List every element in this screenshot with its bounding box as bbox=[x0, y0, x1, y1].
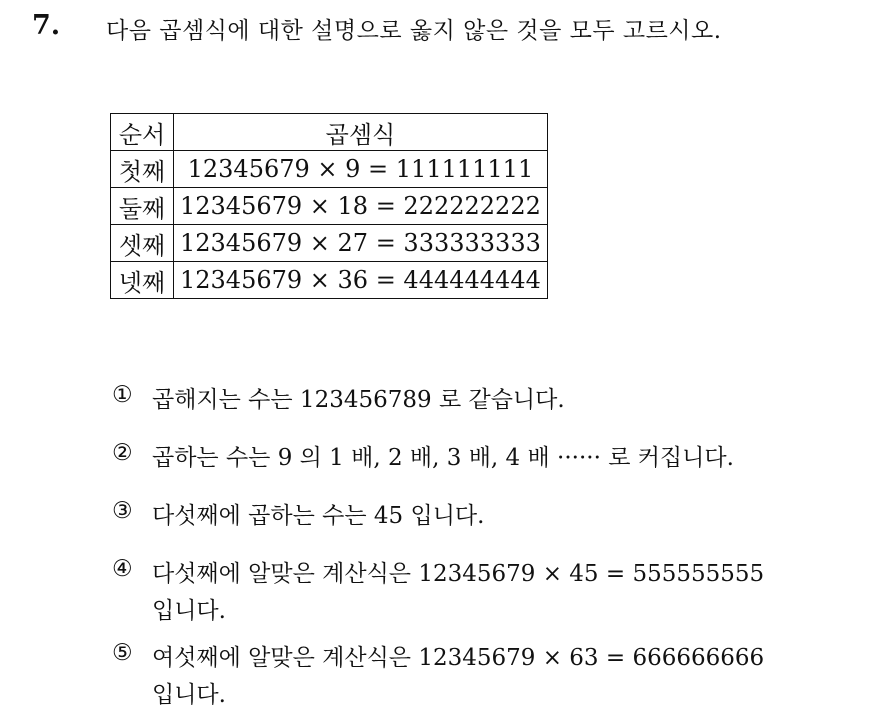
option-text-continued: 입니다. bbox=[152, 598, 226, 624]
row-expression: 12345679 × 27 = 333333333 bbox=[174, 225, 548, 262]
option-text: 다섯째에 곱하는 수는 45 입니다. bbox=[152, 503, 485, 529]
table-row bbox=[111, 151, 548, 188]
header-expression: 곱셈식 bbox=[174, 114, 548, 151]
row-order: 넷째 bbox=[111, 262, 174, 299]
multiplication-table bbox=[110, 113, 548, 299]
option-text-continued: 입니다. bbox=[152, 682, 226, 708]
table-row bbox=[111, 225, 548, 262]
option-5[interactable] bbox=[112, 640, 812, 714]
option-4[interactable] bbox=[112, 556, 812, 630]
option-text: 다섯째에 알맞은 계산식은 12345679 × 45 = 555555555 bbox=[152, 561, 765, 587]
option-marker: ① bbox=[112, 382, 133, 408]
row-expression: 12345679 × 9 = 111111111 bbox=[174, 151, 548, 188]
option-1[interactable] bbox=[112, 382, 812, 419]
option-3[interactable] bbox=[112, 498, 812, 535]
option-marker: ② bbox=[112, 440, 133, 466]
answer-options bbox=[112, 382, 812, 724]
row-order: 첫째 bbox=[111, 151, 174, 188]
row-expression: 12345679 × 36 = 444444444 bbox=[174, 262, 548, 299]
question-text: 다음 곱셈식에 대한 설명으로 옳지 않은 것을 모두 고르시오. bbox=[106, 18, 722, 44]
table-row bbox=[111, 262, 548, 299]
row-expression: 12345679 × 18 = 222222222 bbox=[174, 188, 548, 225]
question-number: 7. bbox=[32, 10, 61, 41]
option-marker: ⑤ bbox=[112, 640, 133, 666]
option-text: 여섯째에 알맞은 계산식은 12345679 × 63 = 666666666 bbox=[152, 645, 765, 671]
option-text: 곱하는 수는 9 의 1 배, 2 배, 3 배, 4 배 ······ 로 커집니다. bbox=[152, 445, 734, 471]
table-header-row bbox=[111, 114, 548, 151]
row-order: 둘째 bbox=[111, 188, 174, 225]
table-row bbox=[111, 188, 548, 225]
header-order: 순서 bbox=[111, 114, 174, 151]
option-2[interactable] bbox=[112, 440, 812, 477]
option-marker: ④ bbox=[112, 556, 133, 582]
option-marker: ③ bbox=[112, 498, 133, 524]
option-text: 곱해지는 수는 123456789 로 같습니다. bbox=[152, 387, 565, 413]
row-order: 셋째 bbox=[111, 225, 174, 262]
